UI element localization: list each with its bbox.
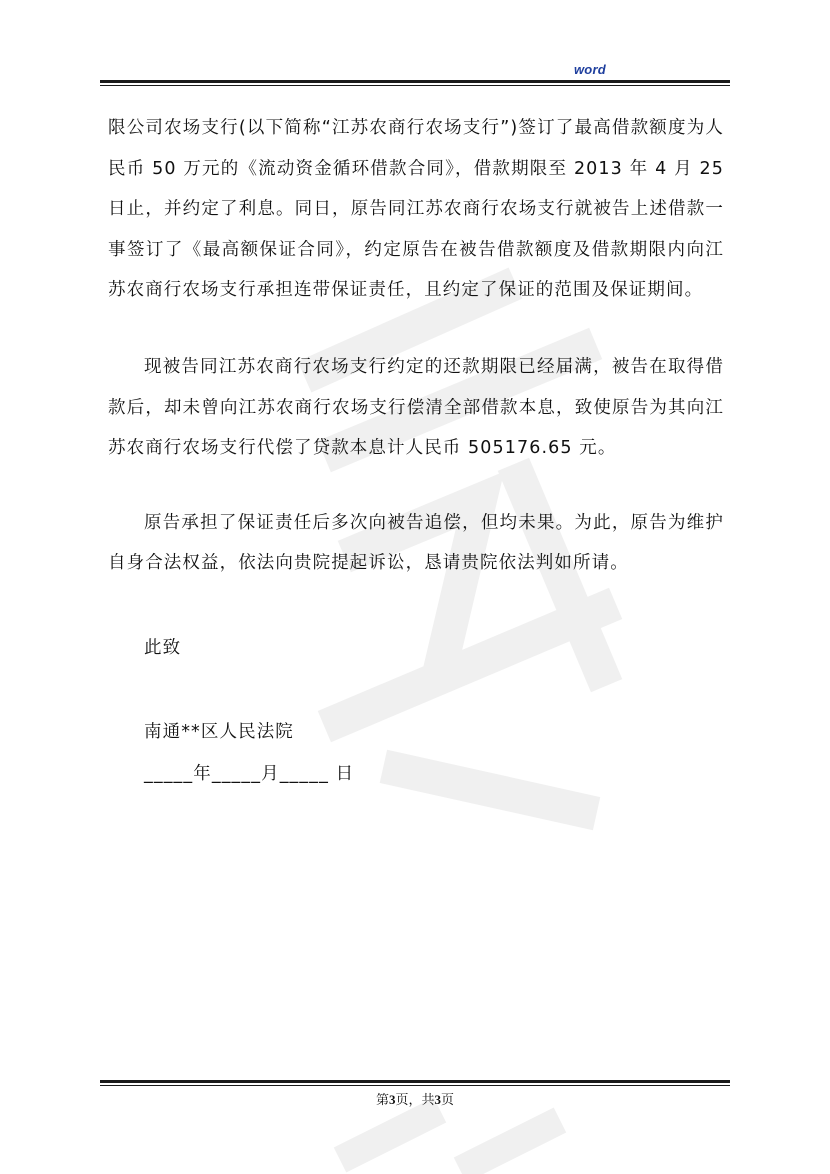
footer-rule-thick xyxy=(100,1080,730,1083)
court-name: 南通**区人民法院 xyxy=(144,721,294,742)
footer-mid: 页，共 xyxy=(395,1092,435,1107)
header-rule-thick xyxy=(100,80,730,83)
footer-rule-thin xyxy=(100,1085,730,1086)
footer-total-pages: 3 xyxy=(434,1092,441,1107)
document-body xyxy=(108,108,724,794)
footer-prefix: 第 xyxy=(375,1092,389,1107)
header-rule-thin xyxy=(100,85,730,86)
paragraph-1: 限公司农场支行(以下简称“江苏农商行农场支行”)签订了最高借款额度为人民币 50 万元的《流动资金循环借款合同》，借款期限至 2013 年 4 月 25 日止，并约定了利息。同日，原告同江苏农商行农场支行就被告上述借款一事签订了《最高额保证合同》，约定原告在被告借款额度及借款期限内向江苏农商行农场支行承担连带保证责任，且约定了保证的范围及保证期间。 xyxy=(108,118,724,301)
header-label: word xyxy=(574,62,606,77)
page-footer xyxy=(0,1089,830,1108)
paragraph-2: 现被告同江苏农商行农场支行约定的还款期限已经届满，被告在取得借款后，却未曾向江苏农商行农场支行偿清全部借款本息，致使原告为其向江苏农商行农场支行代偿了贷款本息计人民币 505176.65 元。 xyxy=(108,356,724,459)
paragraph-3: 原告承担了保证责任后多次向被告追偿，但均未果。为此，原告为维护自身合法权益，依法向贵院提起诉讼，恳请贵院依法判如所请。 xyxy=(108,512,724,574)
footer-suffix: 页 xyxy=(441,1092,455,1107)
footer-page-number: 3 xyxy=(388,1092,396,1107)
date-line: _____年_____月_____ 日 xyxy=(144,763,355,784)
closing-salutation: 此致 xyxy=(144,637,182,658)
